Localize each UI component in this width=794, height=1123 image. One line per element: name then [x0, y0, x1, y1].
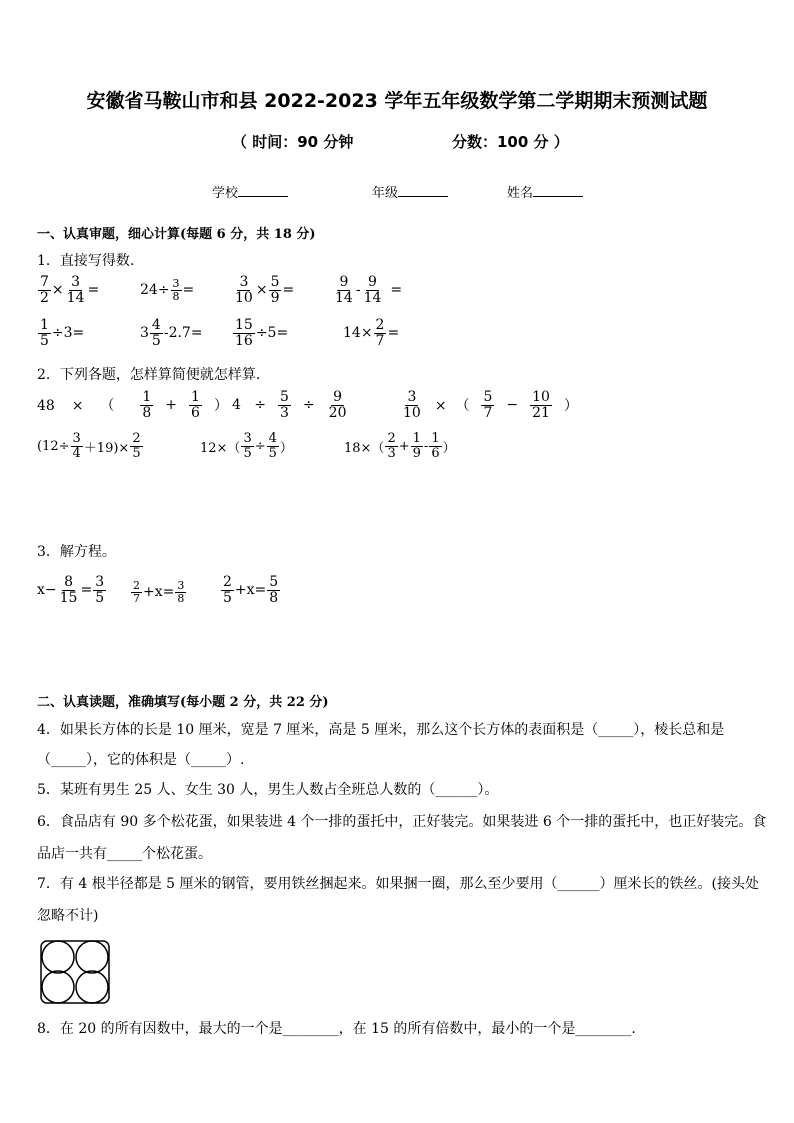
fraction: $\frac{2}{7}$ — [375, 317, 385, 349]
fraction: $\frac{1}{9}$ — [412, 431, 421, 461]
school-blank[interactable] — [238, 182, 288, 197]
grade-blank[interactable] — [398, 182, 448, 197]
q3-equation-3: $\frac{2}{5}$ +x= $\frac{5}{8}$ — [223, 574, 279, 606]
q2-expr-5: 12×（ $\frac{3}{5}$ ÷ $\frac{4}{5}$ ） — [200, 431, 293, 461]
fraction: $\frac{5}{9}$ — [270, 274, 280, 306]
pipe-circle — [42, 941, 74, 973]
q1-expr-8: 14× $\frac{2}{7}$ = — [343, 317, 400, 349]
q8-text: 8．在 20 的所有因数中，最大的一个是________，在 15 的所有倍数中，最小的一个是________. — [37, 1021, 636, 1037]
q1-expr-4: $\frac{9}{14}$ - $\frac{9}{14}$ = — [335, 274, 403, 306]
fraction: $\frac{15}{16}$ — [235, 317, 253, 349]
fraction: $\frac{5}{7}$ — [483, 389, 493, 421]
name-field — [507, 182, 583, 201]
pipe-circle — [76, 941, 108, 973]
fraction: $\frac{8}{15}$ — [59, 574, 78, 606]
fraction: $\frac{10}{21}$ — [532, 389, 550, 421]
fraction: $\frac{2}{3}$ — [387, 431, 396, 461]
q1-expr-7: $\frac{15}{16}$ ÷5= — [235, 317, 289, 349]
pipe-circle — [76, 971, 108, 1003]
q1-prompt: 1．直接写得数. — [37, 253, 135, 269]
q1-expr-3: $\frac{3}{10}$ × $\frac{5}{9}$ = — [235, 274, 295, 306]
fraction: $\frac{9}{20}$ — [328, 389, 347, 421]
fraction: $\frac{1}{6}$ — [431, 431, 440, 461]
exam-score: 分数：100 分 ） — [452, 133, 569, 151]
pipe-circle — [42, 971, 74, 1003]
exam-time: （ 时间：90 分钟 — [232, 133, 354, 151]
fraction: $\frac{1}{5}$ — [40, 317, 49, 349]
q1-expr-6: 3 $\frac{4}{5}$ -2.7= — [140, 317, 203, 349]
fraction: $\frac{2}{5}$ — [132, 431, 141, 461]
school-label: 学校 — [212, 186, 239, 201]
q4-text-line1: 4．如果长方体的长是 10 厘米，宽是 7 厘米，高是 5 厘米，那么这个长方体的表面积是（_____），棱长总和是 — [37, 722, 725, 738]
fraction: $\frac{2}{5}$ — [223, 574, 232, 606]
fraction: $\frac{3}{4}$ — [72, 431, 81, 461]
q3-equation-1: x− $\frac{8}{15}$ = $\frac{3}{5}$ — [37, 574, 105, 606]
name-label: 姓名 — [507, 186, 534, 201]
q5-text: 5．某班有男生 25 人、女生 30 人，男生人数占全班总人数的（______）。 — [37, 782, 499, 798]
q1-expr-2: 24÷ $\frac{3}{8}$ = — [140, 277, 195, 303]
fraction: $\frac{5}{3}$ — [280, 389, 289, 421]
q4-text-line2: （_____），它的体积是（_____）. — [37, 752, 245, 768]
fraction: $\frac{1}{6}$ — [191, 389, 200, 421]
fraction: $\frac{3}{10}$ — [403, 389, 421, 421]
fraction: $\frac{7}{2}$ — [40, 274, 49, 306]
fraction: $\frac{4}{5}$ — [151, 317, 161, 349]
q7-text-line2: 忽略不计) — [37, 908, 99, 924]
q3-equation-2: $\frac{2}{7}$ +x= $\frac{3}{8}$ — [133, 579, 185, 605]
grade-field — [372, 182, 448, 201]
q2-expr-2: 4 ÷ $\frac{5}{3}$ ÷ $\frac{9}{20}$ — [232, 389, 347, 421]
q3-prompt: 3．解方程。 — [37, 544, 116, 560]
page-title: 安徽省马鞍山市和县 2022-2023 学年五年级数学第二学期期末预测试题 — [86, 90, 708, 112]
four-pipes-figure — [38, 938, 112, 1006]
fraction: $\frac{1}{8}$ — [142, 389, 152, 421]
q2-expr-3: $\frac{3}{10}$ × （ $\frac{5}{7}$ − $\frac{10}{21}$ ） — [403, 389, 578, 421]
grade-label: 年级 — [372, 186, 399, 201]
q2-expr-6: 18×（ $\frac{2}{3}$ + $\frac{1}{9}$ - $\frac{1}{6}$ ） — [344, 431, 456, 461]
q1-expr-1: $\frac{7}{2}$ × $\frac{3}{14}$ = — [40, 274, 100, 306]
fraction: $\frac{9}{14}$ — [363, 274, 382, 306]
name-blank[interactable] — [533, 182, 583, 197]
fraction: $\frac{2}{7}$ — [133, 579, 140, 605]
q2-expr-4: (12÷ $\frac{3}{4}$ ＋19)× $\frac{2}{5}$ — [37, 431, 141, 461]
fraction: $\frac{3}{8}$ — [172, 277, 180, 303]
fraction: $\frac{3}{5}$ — [243, 431, 252, 461]
q2-prompt: 2．下列各题，怎样算简便就怎样算. — [37, 367, 261, 383]
section2-heading: 二、认真读题，准确填写(每小题 2 分，共 22 分) — [37, 695, 329, 710]
q7-text-line1: 7．有 4 根半径都是 5 厘米的钢管，要用铁丝捆起来。如果捆一圈，那么至少要用（______）厘米长的铁丝。(接头处 — [37, 876, 759, 892]
fraction: $\frac{3}{10}$ — [235, 274, 253, 306]
fraction: $\frac{3}{5}$ — [95, 574, 105, 606]
section1-heading: 一、认真审题，细心计算(每题 6 分，共 18 分) — [37, 227, 316, 242]
fraction: $\frac{4}{5}$ — [268, 431, 277, 461]
school-field — [212, 182, 288, 201]
q1-expr-5: $\frac{1}{5}$ ÷3= — [40, 317, 85, 349]
q6-text-line2: 品店一共有_____个松花蛋。 — [37, 846, 212, 862]
fraction: $\frac{3}{14}$ — [66, 274, 85, 306]
fraction: $\frac{9}{14}$ — [335, 274, 353, 306]
q6-text-line1: 6．食品店有 90 多个松花蛋，如果装进 4 个一排的蛋托中，正好装完。如果装进 6 个一排的蛋托中，也正好装完。食 — [37, 814, 767, 830]
q2-expr-1: 48 × （ $\frac{1}{8}$ + $\frac{1}{6}$ ） — [37, 389, 228, 421]
fraction: $\frac{3}{8}$ — [177, 579, 185, 605]
fraction: $\frac{5}{8}$ — [269, 574, 279, 606]
